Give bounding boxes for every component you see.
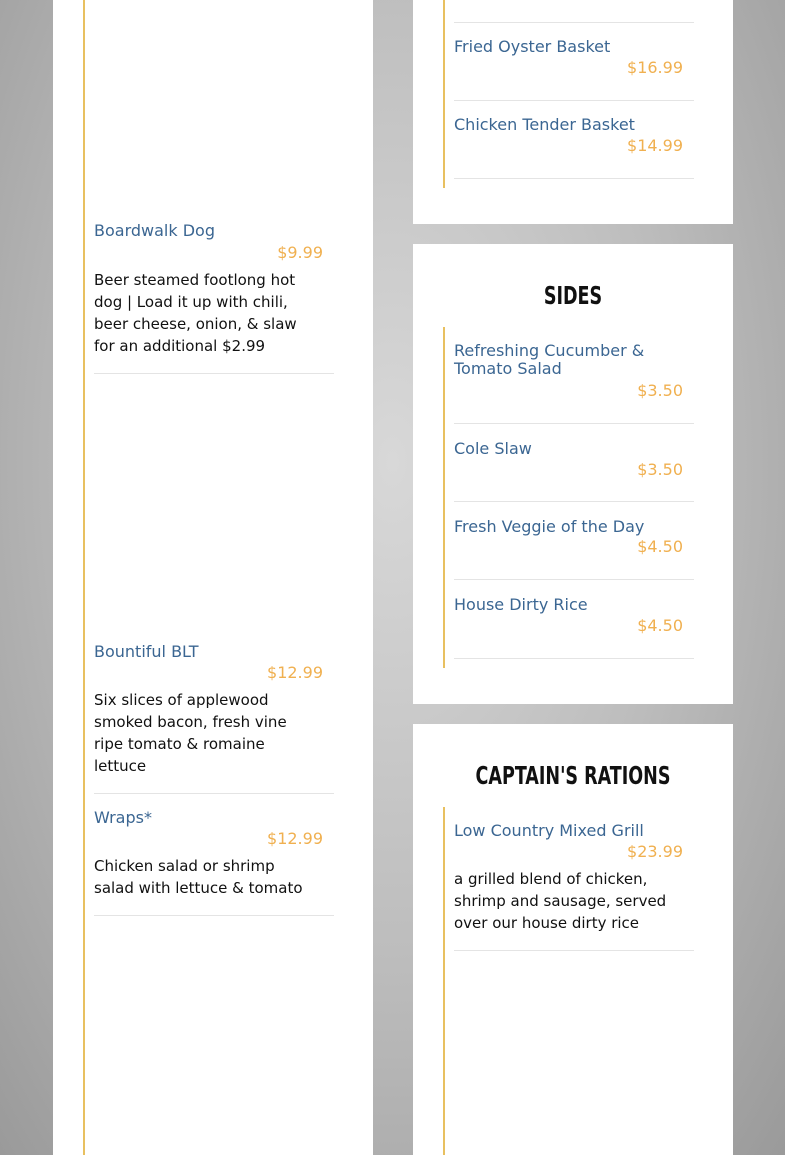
- item-price: $14.99: [627, 136, 683, 155]
- divider: [454, 22, 694, 23]
- item-name: Refreshing Cucumber & Tomato Salad: [454, 341, 645, 378]
- divider: [94, 915, 334, 916]
- accent-rule: [443, 327, 445, 668]
- divider: [454, 100, 694, 101]
- item-name: Bountiful BLT: [94, 642, 199, 661]
- divider: [454, 423, 694, 424]
- item-price: $4.50: [637, 616, 683, 635]
- item-description: Chicken salad or shrimp salad with lettuce & tomato: [94, 857, 303, 897]
- item-name: House Dirty Rice: [454, 595, 588, 614]
- item-price: $4.50: [637, 537, 683, 556]
- accent-rule: [443, 807, 445, 1155]
- menu-card-baskets: [413, 0, 733, 224]
- item-name: Boardwalk Dog: [94, 221, 215, 240]
- menu-card-sides: [413, 244, 733, 704]
- item-price: $3.50: [637, 381, 683, 400]
- divider: [454, 178, 694, 179]
- item-name: Low Country Mixed Grill: [454, 821, 644, 840]
- divider: [454, 950, 694, 951]
- divider: [454, 658, 694, 659]
- item-price: $3.50: [637, 460, 683, 479]
- divider: [94, 793, 334, 794]
- item-price: $9.99: [277, 243, 323, 262]
- item-price: $23.99: [627, 842, 683, 861]
- item-name: Fried Oyster Basket: [454, 37, 611, 56]
- menu-card-left: [53, 0, 373, 1155]
- item-price: $12.99: [267, 663, 323, 682]
- item-name: Chicken Tender Basket: [454, 115, 635, 134]
- section-title: CAPTAIN'S RATIONS: [475, 761, 671, 790]
- item-name: Fresh Veggie of the Day: [454, 517, 645, 536]
- divider: [94, 373, 334, 374]
- item-name: Wraps*: [94, 808, 152, 827]
- accent-rule: [443, 0, 445, 188]
- item-description: Beer steamed footlong hot dog | Load it up with chili, beer cheese, onion, & slaw for an additional $2.99: [94, 271, 297, 355]
- item-description: Six slices of applewood smoked bacon, fresh vine ripe tomato & romaine lettuce: [94, 691, 287, 775]
- item-price: $16.99: [627, 58, 683, 77]
- divider: [454, 501, 694, 502]
- divider: [454, 579, 694, 580]
- item-name: Cole Slaw: [454, 439, 532, 458]
- section-title: SIDES: [543, 281, 603, 310]
- item-description: a grilled blend of chicken, shrimp and sausage, served over our house dirty rice: [454, 870, 667, 932]
- accent-rule: [83, 0, 85, 1155]
- item-price: $12.99: [267, 829, 323, 848]
- menu-card-captains-rations: [413, 724, 733, 1155]
